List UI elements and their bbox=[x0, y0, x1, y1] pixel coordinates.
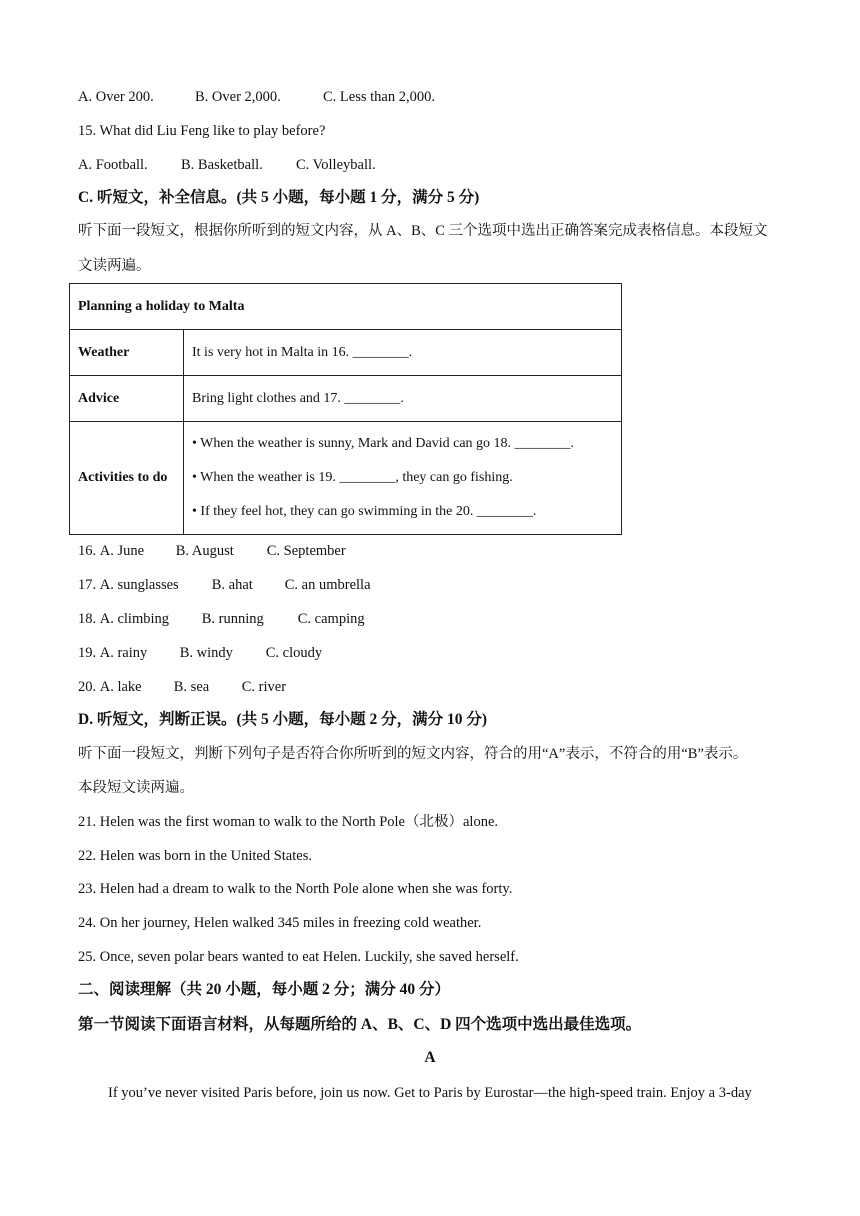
weather-text: It is very hot in Malta in 16. ________. bbox=[184, 330, 622, 376]
statement-22: 22. Helen was born in the United States. bbox=[78, 848, 312, 864]
statement-23: 23. Helen had a dream to walk to the North Pole alone when she was forty. bbox=[78, 881, 513, 897]
q14-options bbox=[78, 87, 435, 107]
passage-text: If you’ve never visited Paris before, join us now. Get to Paris by Eurostar—the high-speed train. Enjoy a 3-day bbox=[108, 1085, 752, 1101]
q18-option-b: B. running bbox=[201, 611, 264, 627]
section-c-instruction-cont: 文读两遍。 bbox=[78, 258, 151, 274]
statement-21: 21. Helen was the first woman to walk to the North Pole（北极）alone. bbox=[78, 814, 499, 830]
q15-option-b: B. Basketball. bbox=[181, 157, 263, 173]
section-d-heading: D. 听短文，判断正误。(共 5 小题，每小题 2 分，满分 10 分) bbox=[78, 711, 488, 728]
q17-option-c: C. an umbrella bbox=[284, 577, 371, 593]
q19-option-b: B. windy bbox=[179, 645, 233, 661]
q19-option-a: A. rainy bbox=[99, 645, 148, 661]
section-c-instruction: 听下面一段短文，根据你所听到的短文内容，从 A、B、C 三个选项中选出正确答案完成表格信息。本段短文 bbox=[78, 223, 768, 239]
question-number: 16. bbox=[78, 543, 97, 559]
question-17 bbox=[78, 575, 371, 595]
holiday-info-table bbox=[69, 283, 622, 535]
statement-24: 24. On her journey, Helen walked 345 miles in freezing cold weather. bbox=[78, 915, 482, 931]
table-row bbox=[70, 330, 622, 376]
q14-option-b: B. Over 2,000. bbox=[195, 89, 281, 105]
question-20 bbox=[78, 677, 286, 697]
table-title-row bbox=[70, 284, 622, 330]
section-c-heading: C. 听短文，补全信息。(共 5 小题，每小题 1 分，满分 5 分) bbox=[78, 189, 480, 206]
q16-option-c: C. September bbox=[266, 543, 346, 559]
question-number: 18. bbox=[78, 611, 97, 627]
q18-option-c: C. camping bbox=[297, 611, 365, 627]
q15-option-a: A. Football. bbox=[78, 157, 148, 173]
q15-options bbox=[78, 155, 376, 175]
q17-option-a: A. sunglasses bbox=[99, 577, 179, 593]
q20-option-a: A. lake bbox=[99, 679, 142, 695]
q15-question: 15. What did Liu Feng like to play before? bbox=[78, 123, 326, 139]
q20-option-b: B. sea bbox=[173, 679, 210, 695]
section-d-instruction-cont: 本段短文读两遍。 bbox=[78, 780, 194, 796]
activities-cell bbox=[184, 422, 622, 535]
part-two-heading: 二、阅读理解（共 20 小题，每小题 2 分；满分 40 分） bbox=[78, 981, 451, 998]
section-d-instruction: 听下面一段短文，判断下列句子是否符合你所听到的短文内容，符合的用“A”表示，不符合的用“B”表示。 bbox=[78, 746, 748, 762]
statement-25: 25. Once, seven polar bears wanted to eat Helen. Luckily, she saved herself. bbox=[78, 949, 519, 965]
q15-option-c: C. Volleyball. bbox=[296, 157, 376, 173]
question-number: 20. bbox=[78, 679, 97, 695]
question-16 bbox=[78, 541, 346, 561]
question-19 bbox=[78, 643, 322, 663]
q14-option-a: A. Over 200. bbox=[78, 89, 154, 105]
q20-option-c: C. river bbox=[241, 679, 287, 695]
table-title: Planning a holiday to Malta bbox=[70, 284, 622, 330]
passage-label: A bbox=[424, 1049, 436, 1066]
activity-item: • If they feel hot, they can go swimming in the 20. ________. bbox=[192, 504, 537, 519]
activity-item: • When the weather is sunny, Mark and David can go 18. ________. bbox=[192, 436, 575, 451]
activities-label: Activities to do bbox=[70, 422, 184, 535]
advice-text: Bring light clothes and 17. ________. bbox=[184, 376, 622, 422]
q16-option-a: A. June bbox=[99, 543, 145, 559]
table-row bbox=[70, 376, 622, 422]
q16-option-b: B. August bbox=[175, 543, 234, 559]
q17-option-b: B. ahat bbox=[211, 577, 253, 593]
q18-option-a: A. climbing bbox=[99, 611, 170, 627]
part-two-subheading: 第一节阅读下面语言材料，从每题所给的 A、B、C、D 四个选项中选出最佳选项。 bbox=[78, 1016, 642, 1033]
question-number: 17. bbox=[78, 577, 97, 593]
question-number: 19. bbox=[78, 645, 97, 661]
question-18 bbox=[78, 609, 365, 629]
q14-option-c: C. Less than 2,000. bbox=[323, 89, 435, 105]
activity-item: • When the weather is 19. ________, they can go fishing. bbox=[192, 470, 513, 485]
table-row bbox=[70, 422, 622, 535]
q19-option-c: C. cloudy bbox=[265, 645, 323, 661]
advice-label: Advice bbox=[70, 376, 184, 422]
weather-label: Weather bbox=[70, 330, 184, 376]
